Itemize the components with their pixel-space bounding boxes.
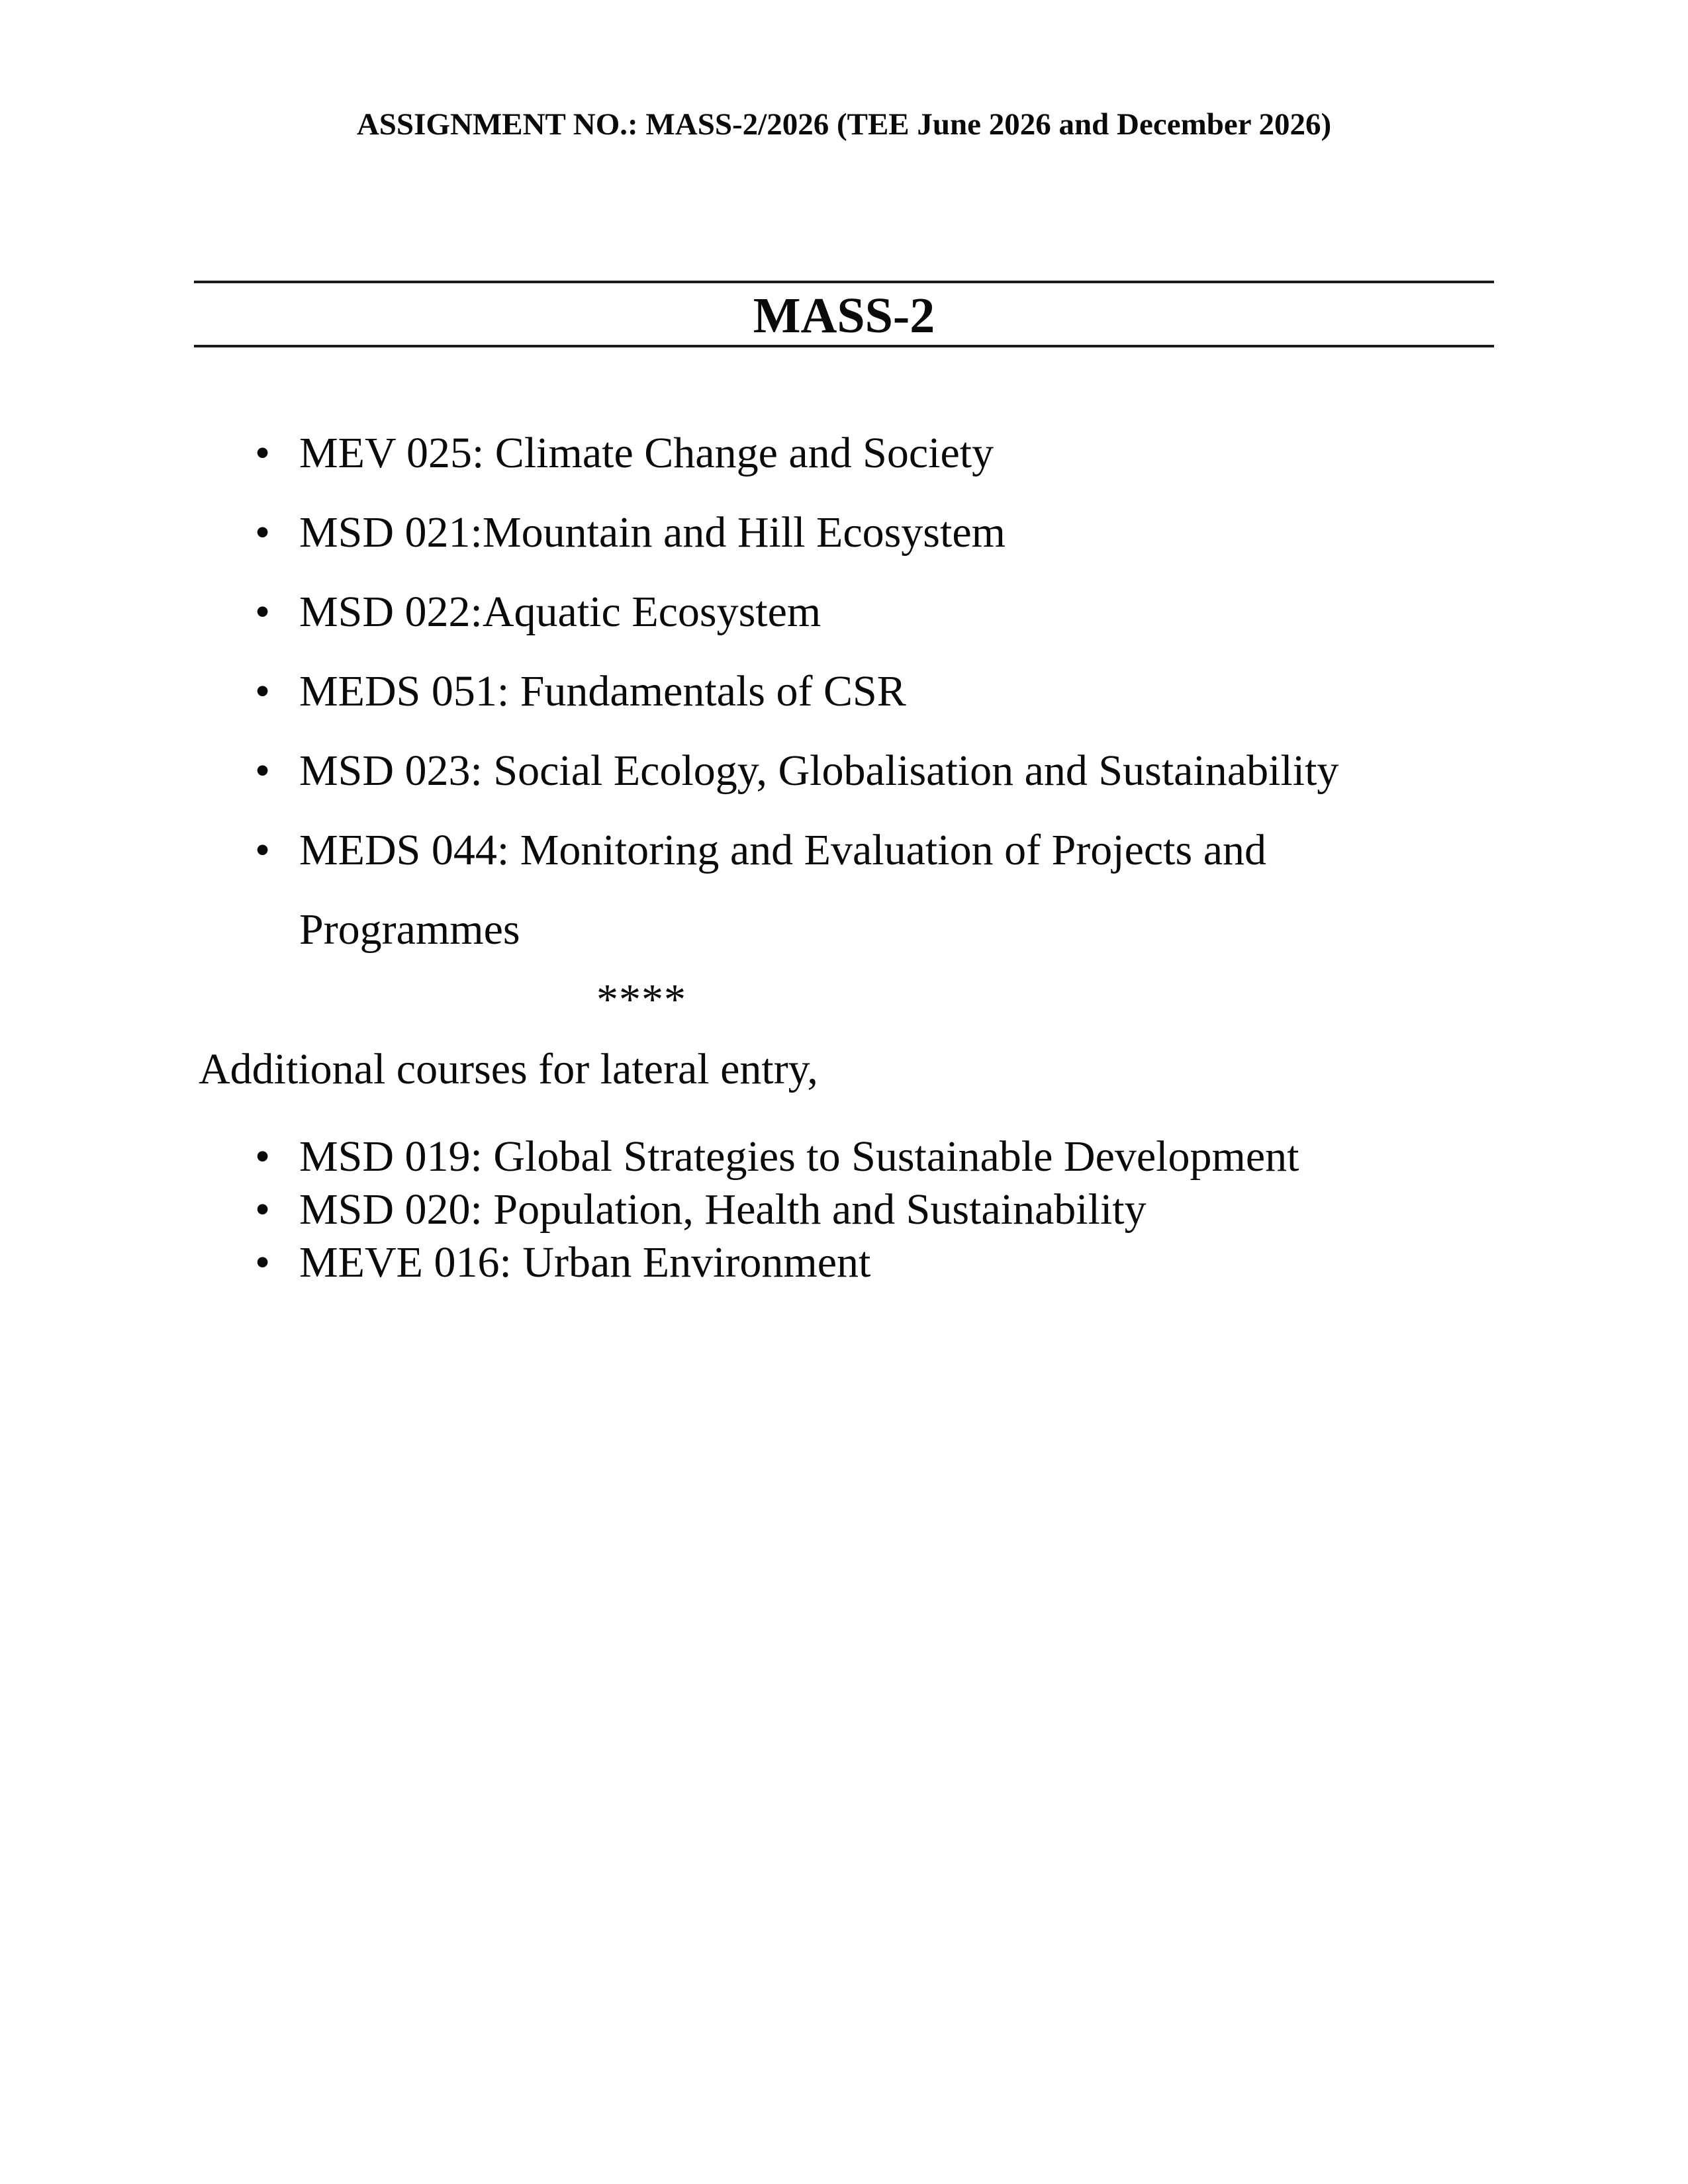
- course-item: [255, 811, 1338, 970]
- title-rule-bottom: [194, 345, 1494, 347]
- course-item-line2: Programmes: [299, 905, 520, 954]
- course-item-label: MEVE 016: Urban Environment: [299, 1238, 871, 1287]
- bullet-icon: •: [255, 667, 271, 715]
- course-item-label: MSD 021:Mountain and Hill Ecosystem: [299, 508, 1006, 557]
- main-course-list: [255, 414, 1338, 970]
- course-item: [255, 1183, 1299, 1236]
- bullet-icon: •: [255, 1238, 271, 1287]
- course-item: [255, 572, 1338, 652]
- course-item-label: MSD 023: Social Ecology, Globalisation and Sustainability: [299, 747, 1339, 795]
- bullet-icon: •: [255, 588, 271, 636]
- bullet-icon: •: [255, 508, 271, 557]
- course-item-label: MSD 020: Population, Health and Sustainability: [299, 1185, 1147, 1234]
- course-item: [255, 1236, 1299, 1289]
- course-item-label: [299, 811, 1266, 970]
- course-item-label: MEV 025: Climate Change and Society: [299, 429, 994, 477]
- course-item-label: MSD 022:Aquatic Ecosystem: [299, 588, 821, 636]
- lateral-entry-heading: Additional courses for lateral entry,: [199, 1045, 818, 1093]
- title-rule-top: [194, 281, 1494, 283]
- lateral-entry-list: [255, 1130, 1299, 1289]
- bullet-icon: •: [255, 1132, 271, 1181]
- bullet-icon: •: [255, 826, 271, 874]
- course-item-label: MEDS 051: Fundamentals of CSR: [299, 667, 906, 715]
- course-item: [255, 731, 1338, 811]
- bullet-icon: •: [255, 429, 271, 477]
- course-item: [255, 1130, 1299, 1183]
- page-title: MASS-2: [753, 288, 935, 343]
- bullet-icon: •: [255, 1185, 271, 1234]
- course-item-label: MSD 019: Global Strategies to Sustainable Development: [299, 1132, 1299, 1181]
- course-item: [255, 652, 1338, 731]
- assignment-header: ASSIGNMENT NO.: MASS-2/2026 (TEE June 2026 and December 2026): [356, 107, 1332, 142]
- bullet-icon: •: [255, 747, 271, 795]
- asterisk-separator: ****: [596, 976, 686, 1024]
- course-item: [255, 414, 1338, 493]
- course-item: [255, 493, 1338, 572]
- course-item-line1: MEDS 044: Monitoring and Evaluation of Projects and: [299, 826, 1266, 874]
